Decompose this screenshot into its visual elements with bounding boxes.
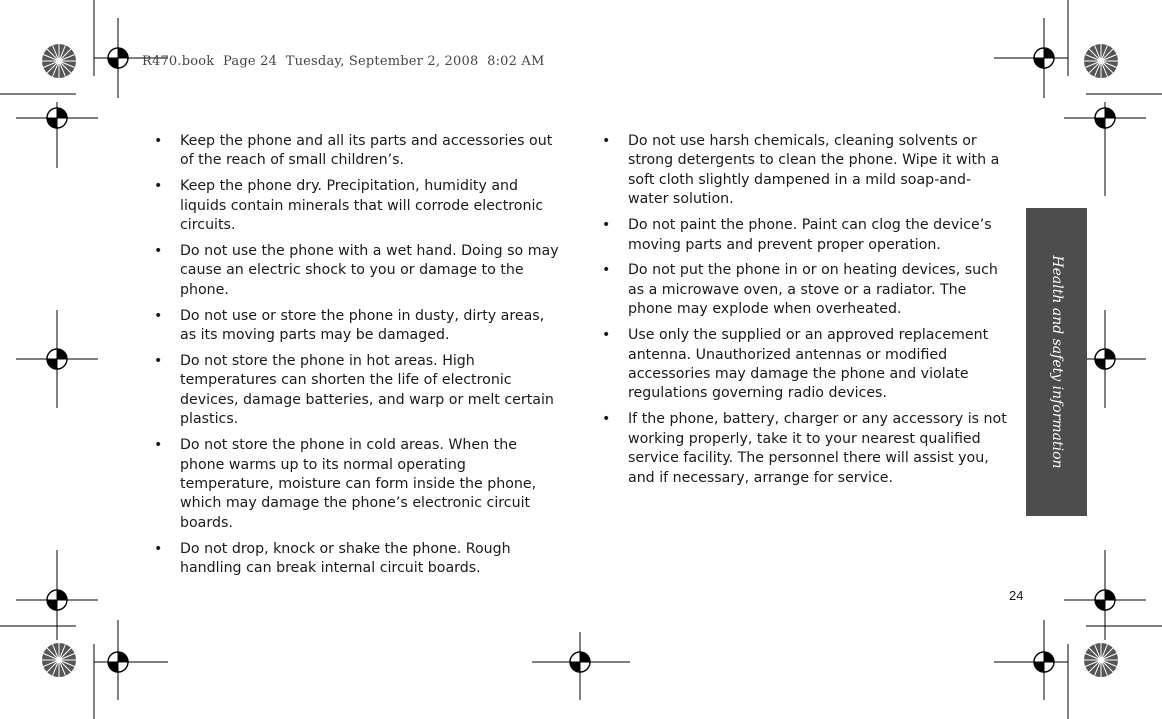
- bullet-icon: •: [154, 353, 163, 370]
- list-item: [598, 326, 1010, 404]
- list-item: [150, 307, 560, 346]
- section-tab-label: Health and safety information: [1048, 255, 1065, 469]
- bullet-icon: •: [602, 262, 611, 279]
- list-item: [150, 177, 560, 235]
- bullet-icon: •: [154, 540, 163, 557]
- list-item-text: Do not store the phone in cold areas. When the phone warms up to its normal operating temperature, moisture can form inside the phone, which may damage the phone’s electronic circuit boards.: [180, 437, 537, 531]
- bullet-icon: •: [154, 133, 163, 149]
- list-item-text: Do not store the phone in hot areas. High temperatures can shorten the life of electronic devices, damage batteries, and warp or melt certain plastics.: [180, 353, 554, 428]
- list-item: [598, 410, 1010, 488]
- bullet-icon: •: [602, 327, 611, 344]
- list-item-text: Do not drop, knock or shake the phone. Rough handling can break internal circuit boards.: [180, 540, 511, 577]
- list-item-text: Do not put the phone in or on heating devices, such as a microwave oven, a stove or a radiator. The phone may explode when overheated.: [628, 262, 998, 318]
- bullet-icon: •: [154, 178, 163, 195]
- bullet-icon: •: [154, 243, 163, 260]
- page-number: 24: [1009, 588, 1024, 603]
- list-item: [150, 540, 560, 579]
- list-item-text: Use only the supplied or an approved replacement antenna. Unauthorized antennas or modified accessories may damage the phone and violate regulations governing radio devices.: [628, 327, 989, 402]
- list-item-text: Keep the phone dry. Precipitation, humidity and liquids contain minerals that will corrode electronic circuits.: [180, 178, 544, 234]
- print-header: R470.book Page 24 Tuesday, September 2, 2008 8:02 AM: [142, 54, 545, 69]
- list-item: [598, 261, 1010, 319]
- list-item-text: Do not use the phone with a wet hand. Doing so may cause an electric shock to you or damage to the phone.: [180, 243, 559, 298]
- list-item-text: Do not use or store the phone in dusty, dirty areas, as its moving parts may be damaged.: [180, 307, 545, 344]
- left-bullet-list: [150, 132, 560, 585]
- list-item-text: Keep the phone and all its parts and accessories out of the reach of small children’s.: [180, 133, 553, 169]
- list-item: [150, 436, 560, 533]
- list-item-text: Do not use harsh chemicals, cleaning solvents or strong detergents to clean the phone. Wipe it with a soft cloth slightly dampened in a mild soap-and-water solution.: [628, 133, 1000, 208]
- section-tab: [1026, 208, 1087, 516]
- list-item: [150, 352, 560, 430]
- list-item: [598, 132, 1010, 210]
- bullet-icon: •: [602, 411, 611, 428]
- bullet-icon: •: [154, 437, 163, 454]
- list-item: [150, 132, 560, 171]
- list-item: [598, 216, 1010, 255]
- bullet-icon: •: [154, 307, 163, 324]
- list-item-text: If the phone, battery, charger or any accessory is not working properly, take it to your nearest qualified service facility. The personnel there will assist you, and if necessary, arrange for service.: [628, 411, 1007, 486]
- bullet-icon: •: [602, 217, 611, 234]
- bullet-icon: •: [602, 133, 611, 149]
- list-item: [150, 242, 560, 300]
- list-item-text: Do not paint the phone. Paint can clog the device’s moving parts and prevent proper operation.: [628, 217, 992, 253]
- right-bullet-list: [598, 132, 1010, 494]
